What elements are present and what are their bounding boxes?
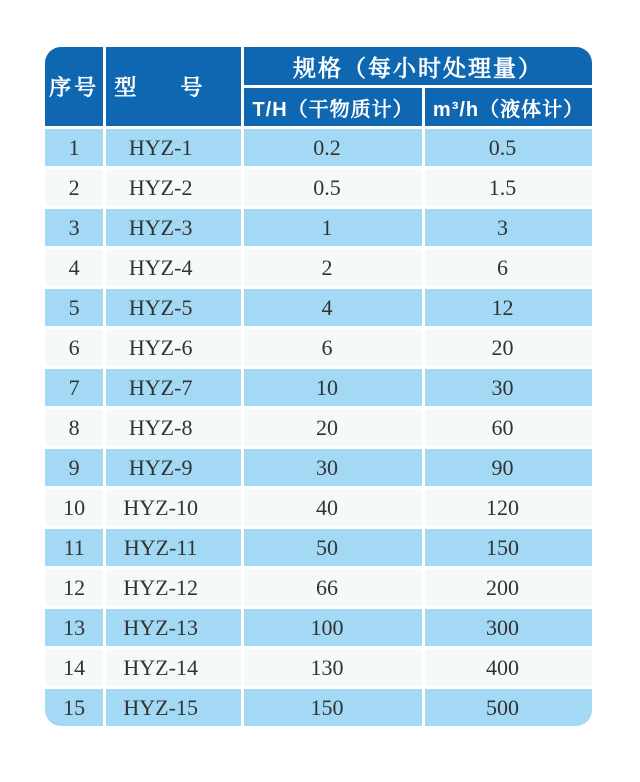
table-row [45,209,592,246]
cell-liquid: 200 [425,569,592,606]
table-row [45,329,592,366]
cell-dry: 20 [244,409,422,446]
cell-liquid: 60 [425,409,592,446]
cell-model: HYZ-14 [106,649,241,686]
cell-liquid: 150 [425,529,592,566]
cell-model: HYZ-10 [106,489,241,526]
cell-liquid: 500 [425,689,592,726]
cell-liquid: 1.5 [425,169,592,206]
cell-dry: 0.2 [244,129,422,166]
table-body [45,129,592,726]
cell-liquid: 90 [425,449,592,486]
cell-liquid: 300 [425,609,592,646]
cell-dry: 0.5 [244,169,422,206]
cell-dry: 6 [244,329,422,366]
header-row-top [45,47,592,85]
cell-liquid: 400 [425,649,592,686]
header-dry-unit: T/H（干物质计） [244,88,422,126]
cell-dry: 130 [244,649,422,686]
cell-serial: 7 [45,369,103,406]
cell-liquid: 6 [425,249,592,286]
cell-model: HYZ-1 [106,129,241,166]
cell-model: HYZ-12 [106,569,241,606]
cell-model: HYZ-13 [106,609,241,646]
cell-dry: 2 [244,249,422,286]
cell-serial: 4 [45,249,103,286]
cell-serial: 11 [45,529,103,566]
cell-serial: 14 [45,649,103,686]
cell-serial: 5 [45,289,103,326]
table-row [45,249,592,286]
cell-serial: 6 [45,329,103,366]
cell-serial: 8 [45,409,103,446]
cell-model: HYZ-11 [106,529,241,566]
table-row [45,369,592,406]
table-row [45,449,592,486]
cell-dry: 1 [244,209,422,246]
table-row [45,129,592,166]
cell-dry: 66 [244,569,422,606]
cell-serial: 2 [45,169,103,206]
cell-serial: 12 [45,569,103,606]
cell-liquid: 12 [425,289,592,326]
header-spec-group: 规格（每小时处理量） [244,47,592,85]
table-row [45,689,592,726]
table-row [45,489,592,526]
cell-model: HYZ-2 [106,169,241,206]
header-serial: 序号 [45,47,103,126]
cell-model: HYZ-3 [106,209,241,246]
cell-model: HYZ-7 [106,369,241,406]
cell-dry: 50 [244,529,422,566]
header-model: 型 号 [106,47,241,126]
table-row [45,609,592,646]
cell-serial: 10 [45,489,103,526]
cell-liquid: 20 [425,329,592,366]
cell-liquid: 0.5 [425,129,592,166]
table-row [45,569,592,606]
cell-dry: 40 [244,489,422,526]
cell-model: HYZ-15 [106,689,241,726]
table-header [45,47,592,126]
cell-liquid: 3 [425,209,592,246]
cell-serial: 13 [45,609,103,646]
cell-serial: 9 [45,449,103,486]
cell-liquid: 30 [425,369,592,406]
cell-serial: 1 [45,129,103,166]
cell-model: HYZ-6 [106,329,241,366]
header-liquid-unit: m³/h（液体计） [425,88,592,126]
table-row [45,169,592,206]
cell-model: HYZ-4 [106,249,241,286]
cell-serial: 3 [45,209,103,246]
table-row [45,529,592,566]
cell-dry: 100 [244,609,422,646]
cell-dry: 30 [244,449,422,486]
cell-dry: 150 [244,689,422,726]
cell-model: HYZ-9 [106,449,241,486]
cell-dry: 4 [244,289,422,326]
cell-model: HYZ-8 [106,409,241,446]
cell-model: HYZ-5 [106,289,241,326]
cell-serial: 15 [45,689,103,726]
spec-table [42,44,595,729]
table-row [45,409,592,446]
table-row [45,289,592,326]
cell-dry: 10 [244,369,422,406]
cell-liquid: 120 [425,489,592,526]
table-row [45,649,592,686]
